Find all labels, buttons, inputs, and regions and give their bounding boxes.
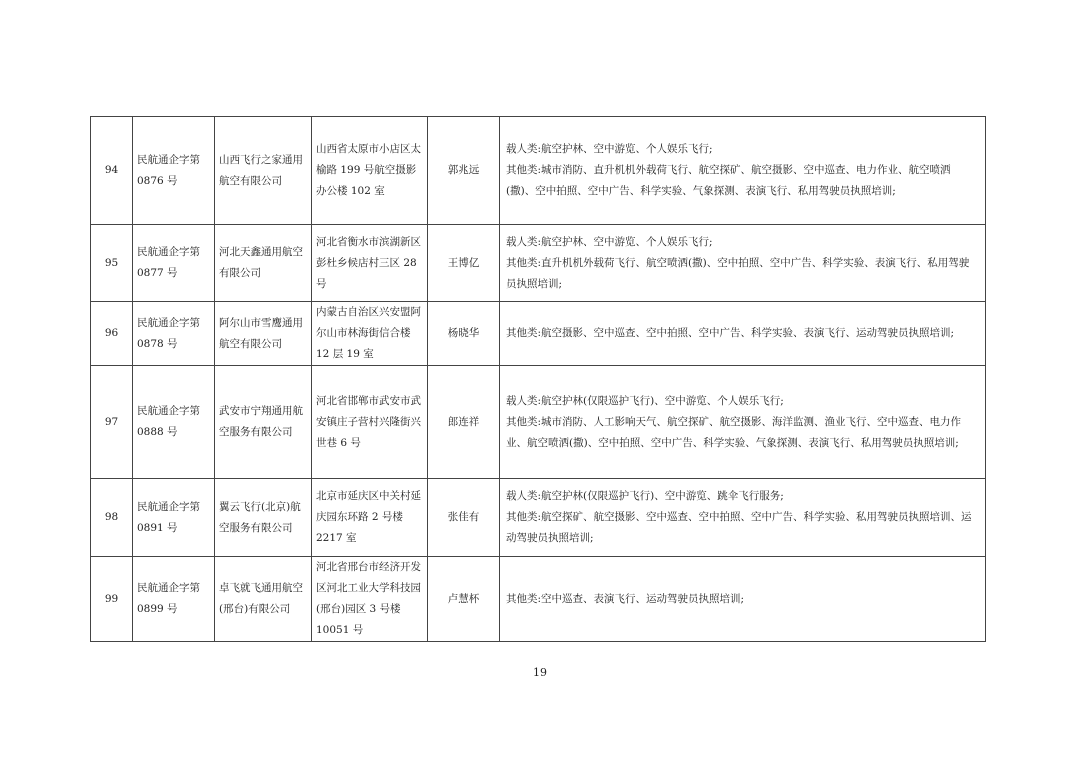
table-body	[91, 117, 986, 642]
business-scope	[500, 366, 986, 479]
legal-representative: 张佳有	[428, 479, 500, 557]
legal-representative: 郎连祥	[428, 366, 500, 479]
license-number: 民航通企字第 0888 号	[133, 366, 215, 479]
table-row	[91, 225, 986, 302]
license-number: 民航通企字第 0878 号	[133, 302, 215, 366]
business-scope-line: 其他类:空中巡查、表演飞行、运动驾驶员执照培训;	[506, 592, 745, 605]
company-address: 北京市延庆区中关村延庆园东环路 2 号楼 2217 室	[312, 479, 428, 557]
business-scope	[500, 479, 986, 557]
business-scope-line: 载人类:航空护林、空中游览、个人娱乐飞行;	[506, 235, 713, 248]
business-scope-line: 其他类:直升机机外载荷飞行、航空喷洒(撒)、空中拍照、空中广告、科学实验、表演飞行、私用驾驶员执照培训;	[506, 256, 970, 290]
company-address: 河北省邯郸市武安市武安镇庄子营村兴隆街兴世巷 6 号	[312, 366, 428, 479]
legal-representative: 卢慧杯	[428, 557, 500, 642]
page-number: 19	[533, 666, 547, 679]
company-name: 卓飞就飞通用航空(邢台)有限公司	[215, 557, 312, 642]
row-number: 94	[91, 117, 133, 225]
row-number: 97	[91, 366, 133, 479]
company-address: 山西省太原市小店区太榆路 199 号航空摄影办公楼 102 室	[312, 117, 428, 225]
row-number: 98	[91, 479, 133, 557]
license-number: 民航通企字第 0899 号	[133, 557, 215, 642]
business-scope	[500, 557, 986, 642]
table-row	[91, 366, 986, 479]
business-scope	[500, 302, 986, 366]
company-name: 翼云飞行(北京)航空服务有限公司	[215, 479, 312, 557]
business-scope-line: 载人类:航空护林(仅限巡护飞行)、空中游览、跳伞飞行服务;	[506, 490, 784, 502]
license-number: 民航通企字第 0877 号	[133, 225, 215, 302]
company-name: 河北天鑫通用航空有限公司	[215, 225, 312, 302]
license-number: 民航通企字第 0891 号	[133, 479, 215, 557]
table-row	[91, 117, 986, 225]
company-name: 山西飞行之家通用航空有限公司	[215, 117, 312, 225]
enterprise-license-table	[90, 116, 986, 642]
business-scope-line: 载人类:航空护林、空中游览、个人娱乐飞行;	[506, 143, 713, 155]
legal-representative: 杨晓华	[428, 302, 500, 366]
legal-representative: 郭兆远	[428, 117, 500, 225]
business-scope	[500, 117, 986, 225]
legal-representative: 王博亿	[428, 225, 500, 302]
business-scope	[500, 225, 986, 302]
company-address: 河北省衡水市滨湖新区彭杜乡候店村三区 28 号	[312, 225, 428, 302]
license-number: 民航通企字第 0876 号	[133, 117, 215, 225]
company-name: 阿尔山市雪鹰通用航空有限公司	[215, 302, 312, 366]
table-row	[91, 557, 986, 642]
business-scope-line: 其他类:城市消防、人工影响天气、航空探矿、航空摄影、海洋监测、渔业飞行、空中巡查、电力作业、航空喷洒(撒)、空中拍照、空中广告、科学实验、气象探测、表演飞行、私用驾驶员执照培训;	[506, 415, 962, 449]
company-name: 武安市宁翔通用航空服务有限公司	[215, 366, 312, 479]
business-scope-line: 其他类:城市消防、直升机机外载荷飞行、航空探矿、航空摄影、空中巡查、电力作业、航空喷洒(撒)、空中拍照、空中广告、科学实验、气象探测、表演飞行、私用驾驶员执照培训;	[506, 164, 951, 197]
row-number: 99	[91, 557, 133, 642]
row-number: 95	[91, 225, 133, 302]
document-table-container	[90, 116, 985, 642]
business-scope-line: 其他类:航空摄影、空中巡查、空中拍照、空中广告、科学实验、表演飞行、运动驾驶员执照培训;	[506, 327, 955, 339]
business-scope-line: 载人类:航空护林(仅限巡护飞行)、空中游览、个人娱乐飞行;	[506, 394, 784, 407]
table-row	[91, 302, 986, 366]
row-number: 96	[91, 302, 133, 366]
company-address: 河北省邢台市经济开发区河北工业大学科技园(邢台)园区 3 号楼 10051 号	[312, 557, 428, 642]
company-address: 内蒙古自治区兴安盟阿尔山市林海街信合楼 12 层 19 室	[312, 302, 428, 366]
table-row	[91, 479, 986, 557]
business-scope-line: 其他类:航空探矿、航空摄影、空中巡查、空中拍照、空中广告、科学实验、私用驾驶员执照培训、运动驾驶员执照培训;	[506, 511, 972, 544]
